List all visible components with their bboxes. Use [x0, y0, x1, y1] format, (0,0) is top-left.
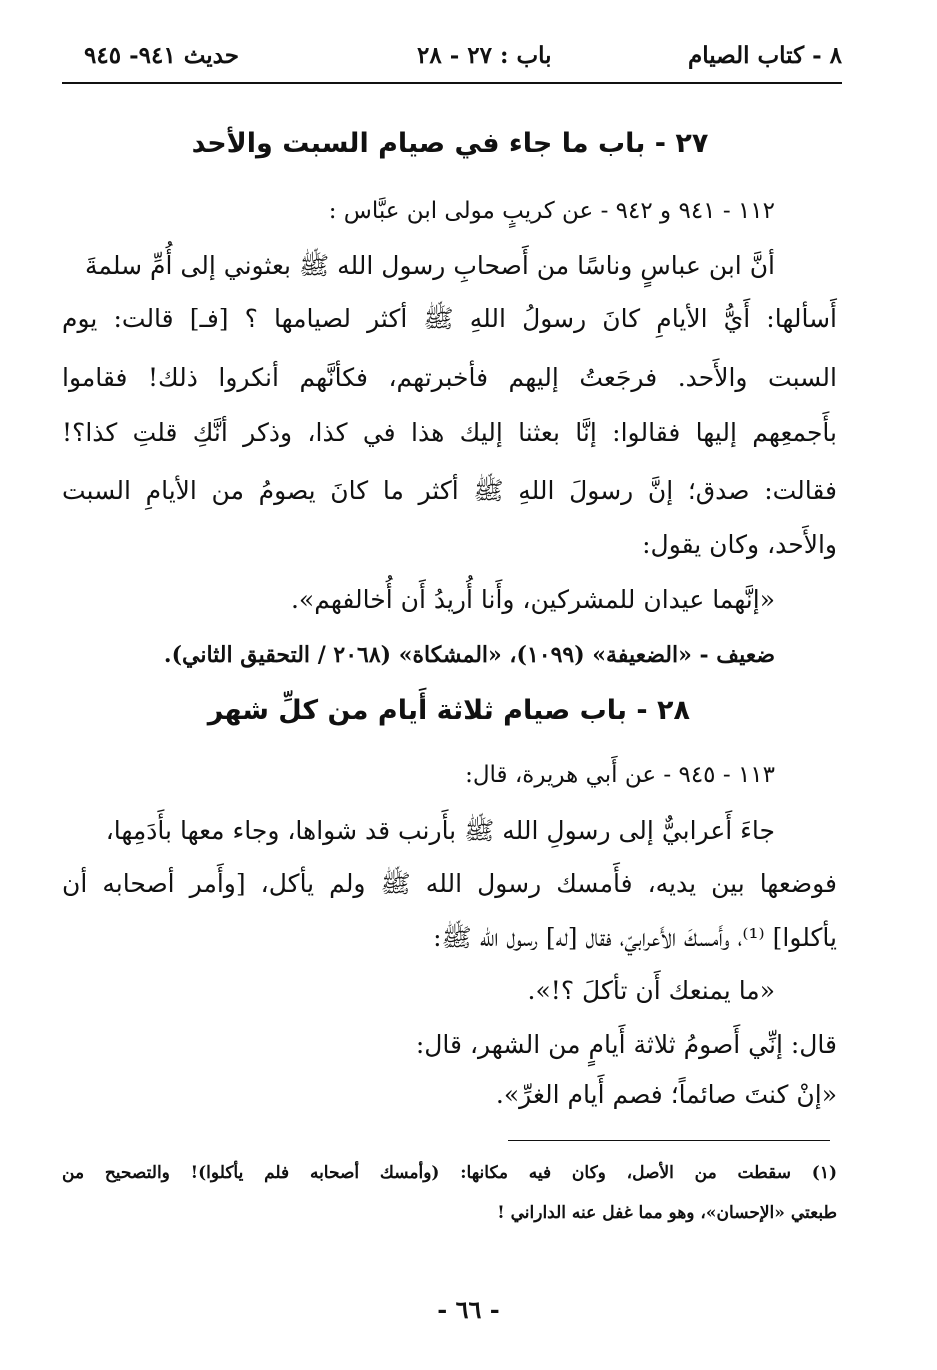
- chapter-27-title: ٢٧ - باب ما جاء في صيام السبت والأحد: [191, 128, 709, 159]
- footnote-divider: [508, 1140, 830, 1141]
- hadith-113-line-2: فوضعها بين يديه، فأَمسك رسول الله ﷺ ولم يأكل، [وأَمر أصحابه أن: [62, 869, 837, 898]
- hadith-113-isnad: ١١٣ - ٩٤٥ - عن أَبي هريرة، قال:: [465, 762, 775, 788]
- hadith-113-line-1: جاءَ أَعرابيٌّ إلى رسولِ الله ﷺ بأَرنب قد شواها، وجاء معها بأَدَمِها،: [105, 816, 775, 845]
- running-header: [62, 42, 842, 82]
- header-chapters: باب : ٢٧ - ٢٨: [417, 42, 552, 69]
- hadith-112-grading: ضعيف - «الضعيفة» (١٠٩٩)، «المشكاة» (٢٠٦٨ / التحقيق الثاني).: [163, 642, 775, 668]
- hadith-112-line-6: والأَحد، وكان يقول:: [642, 530, 837, 559]
- hadith-113-quote-2: «إنْ كنتَ صائماً؛ فصم أَيام الغرِّ».: [495, 1080, 837, 1109]
- hadith-112-line-2: أَسألها: أَيُّ الأيامِ كانَ رسولُ اللهِ ﷺ أكثر لصيامها ؟ [فـ] قالت: يوم: [62, 304, 837, 333]
- page-number: - ٦٦ -: [437, 1295, 500, 1324]
- hadith-112-line-1: أنَّ ابن عباسٍ وناسًا من أَصحابِ رسول الله ﷺ بعثوني إلى أُمِّ سلمةَ: [84, 251, 775, 280]
- footnote-1-line-1: (١) سقطت من الأصل، وكان فيه مكانها: (وأمسك أصحابه فلم يأكلوا)! والتصحيح من: [62, 1163, 837, 1183]
- hadith-112-line-5: فقالت: صدق؛ إنَّ رسولَ اللهِ ﷺ أكثر ما كانَ يصومُ من الأيامِ السبت: [62, 476, 837, 505]
- hadith-112-line-4: بأَجمعِهم إليها فقالوا: إنَّا بعثنا إليك هذا في كذا، وذكر أنَّكِ قلتِ كذا؟!: [62, 418, 837, 447]
- header-book-title: ٨ - كتاب الصيام: [687, 42, 842, 69]
- header-hadith-range: حديث ٩٤١- ٩٤٥: [84, 42, 239, 69]
- header-divider: [62, 82, 842, 84]
- footnote-1-line-2: طبعتي «الإحسان»، وهو مما غفل عنه الداراني !: [497, 1203, 837, 1223]
- hadith-112-isnad: ١١٢ - ٩٤١ و ٩٤٢ - عن كريبٍ مولى ابن عبَّاس :: [328, 198, 775, 224]
- chapter-28-title: ٢٨ - باب صيام ثلاثة أَيام من كلِّ شهر: [207, 695, 690, 726]
- hadith-112-quote: «إنَّهما عيدان للمشركين، وأَنا أُريدُ أَن أُخالفهم».: [290, 585, 775, 614]
- hadith-113-line-3: يأكلوا] ⁽¹⁾، وأَمسكَ الأَعرابيّ، فقال [له] رسول الله ﷺ:: [433, 923, 837, 952]
- hadith-112-line-3: السبت والأَحد. فرجَعتُ إليهم فأخبرتهم، فكأنَّهم أنكروا ذلك! فقاموا: [62, 363, 837, 392]
- hadith-113-quote-1: «ما يمنعك أَن تأكلَ ؟!».: [527, 976, 775, 1005]
- hadith-113-reply: قال: إنِّي أَصومُ ثلاثة أَيامٍ من الشهر، قال:: [415, 1030, 837, 1059]
